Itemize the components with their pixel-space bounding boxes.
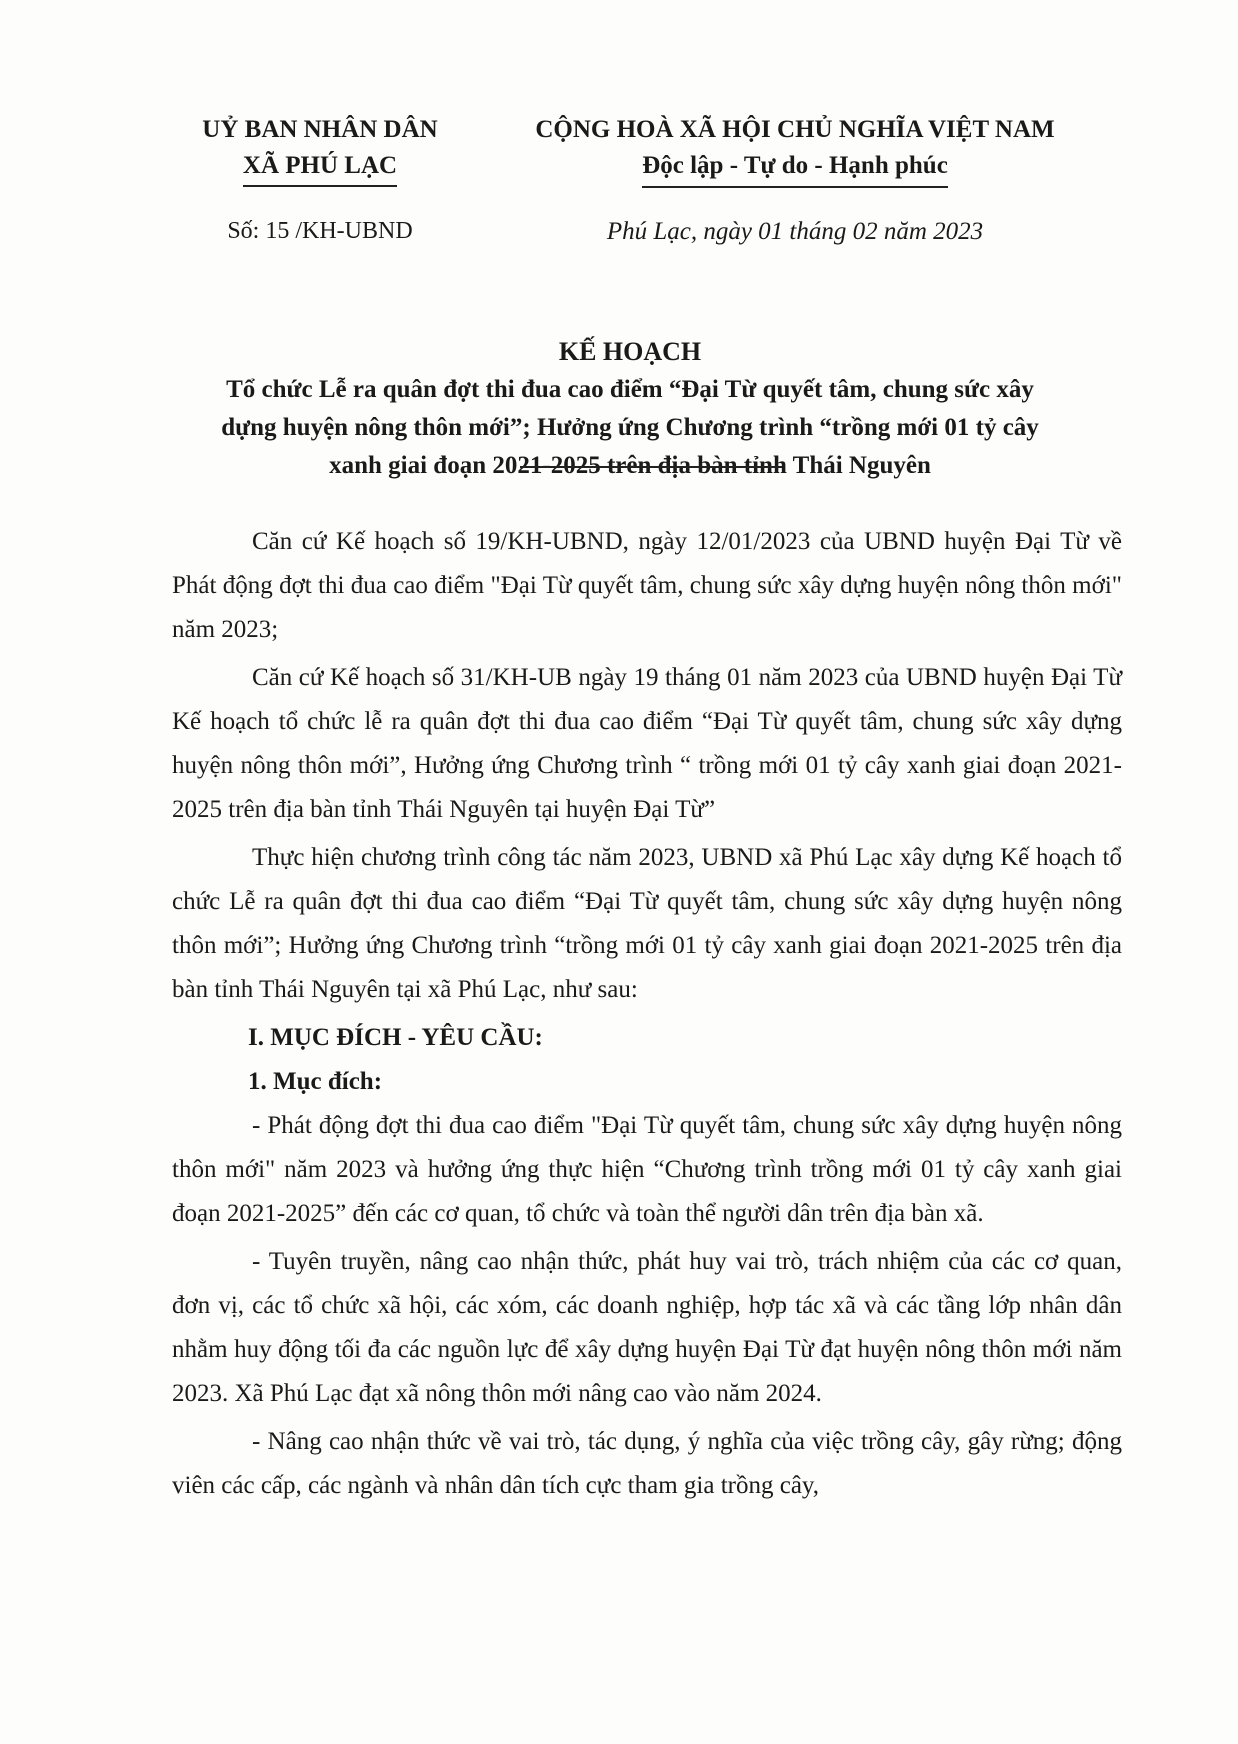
place-date: Phú Lạc, ngày 01 tháng 02 năm 2023 (606, 218, 984, 245)
paragraph-implementation: Thực hiện chương trình công tác năm 2023, UBND xã Phú Lạc xây dựng Kế hoạch tổ chức Lễ ra quân đợt thi đua cao điểm “Đại Từ quyết tâm, chung sức xây dựng huyện nông thôn mới”; Hưởng ứng Chương trình “trồng mới 01 tỷ cây xanh giai đoạn 2021-2025 trên địa bàn tỉnh Thái Nguyên tại xã Phú Lạc, như sau: (172, 844, 1122, 1003)
paragraph-basis-1: Căn cứ Kế hoạch số 19/KH-UBND, ngày 12/01/2023 của UBND huyện Đại Từ về Phát động đợt thi đua cao điểm "Đại Từ quyết tâm, chung sức xây dựng huyện nông thôn mới" năm 2023; (172, 528, 1122, 643)
org-line-2: XÃ PHÚ LẠC (243, 148, 397, 187)
document-body (172, 520, 1122, 1512)
document-type: KẾ HOẠCH (558, 337, 702, 366)
title-line-1: Tổ chức Lễ ra quân đợt thi đua cao điểm “Đại Từ quyết tâm, chung sức xây (226, 376, 1034, 403)
nation-motto: Độc lập - Tự do - Hạnh phúc (642, 148, 948, 188)
document-number: Số: 15 /KH-UBND (227, 218, 413, 244)
paragraph-purpose-1: - Phát động đợt thi đua cao điểm "Đại Từ quyết tâm, chung sức xây dựng huyện nông thôn mới" năm 2023 và hưởng ứng thực hiện “Chương trình trồng mới 01 tỷ cây xanh giai đoạn 2021-2025” đến các cơ quan, tổ chức và toàn thể người dân trên địa bàn xã. (172, 1112, 1122, 1227)
title-underline (520, 466, 782, 468)
paragraph-purpose-3: - Nâng cao nhận thức về vai trò, tác dụng, ý nghĩa của việc trồng cây, gây rừng; động viên các cấp, các ngành và nhân dân tích cực tham gia trồng cây, (172, 1428, 1122, 1499)
paragraph-basis-2: Căn cứ Kế hoạch số 31/KH-UB ngày 19 tháng 01 năm 2023 của UBND huyện Đại Từ Kế hoạch tổ chức lễ ra quân đợt thi đua cao điểm “Đại Từ quyết tâm, chung sức xây dựng huyện nông thôn mới”, Hưởng ứng Chương trình “ trồng mới 01 tỷ cây xanh giai đoạn 2021-2025 trên địa bàn tỉnh Thái Nguyên tại huyện Đại Từ” (172, 664, 1122, 823)
subsection-heading-1: 1. Mục đích: (248, 1068, 383, 1095)
org-line-1: UỶ BAN NHÂN DÂN (202, 116, 438, 143)
title-line-3: xanh giai đoạn 2021-2025 trên địa bàn tỉnh Thái Nguyên (329, 452, 931, 479)
section-heading-1: I. MỤC ĐÍCH - YÊU CẦU: (248, 1024, 543, 1051)
paragraph-purpose-2: - Tuyên truyền, nâng cao nhận thức, phát huy vai trò, trách nhiệm của các cơ quan, đơn vị, các tổ chức xã hội, các xóm, các doanh nghiệp, hợp tác xã và các tầng lớp nhân dân nhằm huy động tối đa các nguồn lực để xây dựng huyện Đại Từ đạt huyện nông thôn mới năm 2023. Xã Phú Lạc đạt xã nông thôn mới nâng cao vào năm 2024. (172, 1248, 1122, 1407)
title-line-2: dựng huyện nông thôn mới”; Hưởng ứng Chương trình “trồng mới 01 tỷ cây (221, 414, 1039, 441)
issuing-organization (170, 112, 470, 187)
nation-line-1: CỘNG HOÀ XÃ HỘI CHỦ NGHĨA VIỆT NAM (535, 116, 1055, 143)
national-header (505, 112, 1085, 188)
document-title (160, 333, 1100, 485)
